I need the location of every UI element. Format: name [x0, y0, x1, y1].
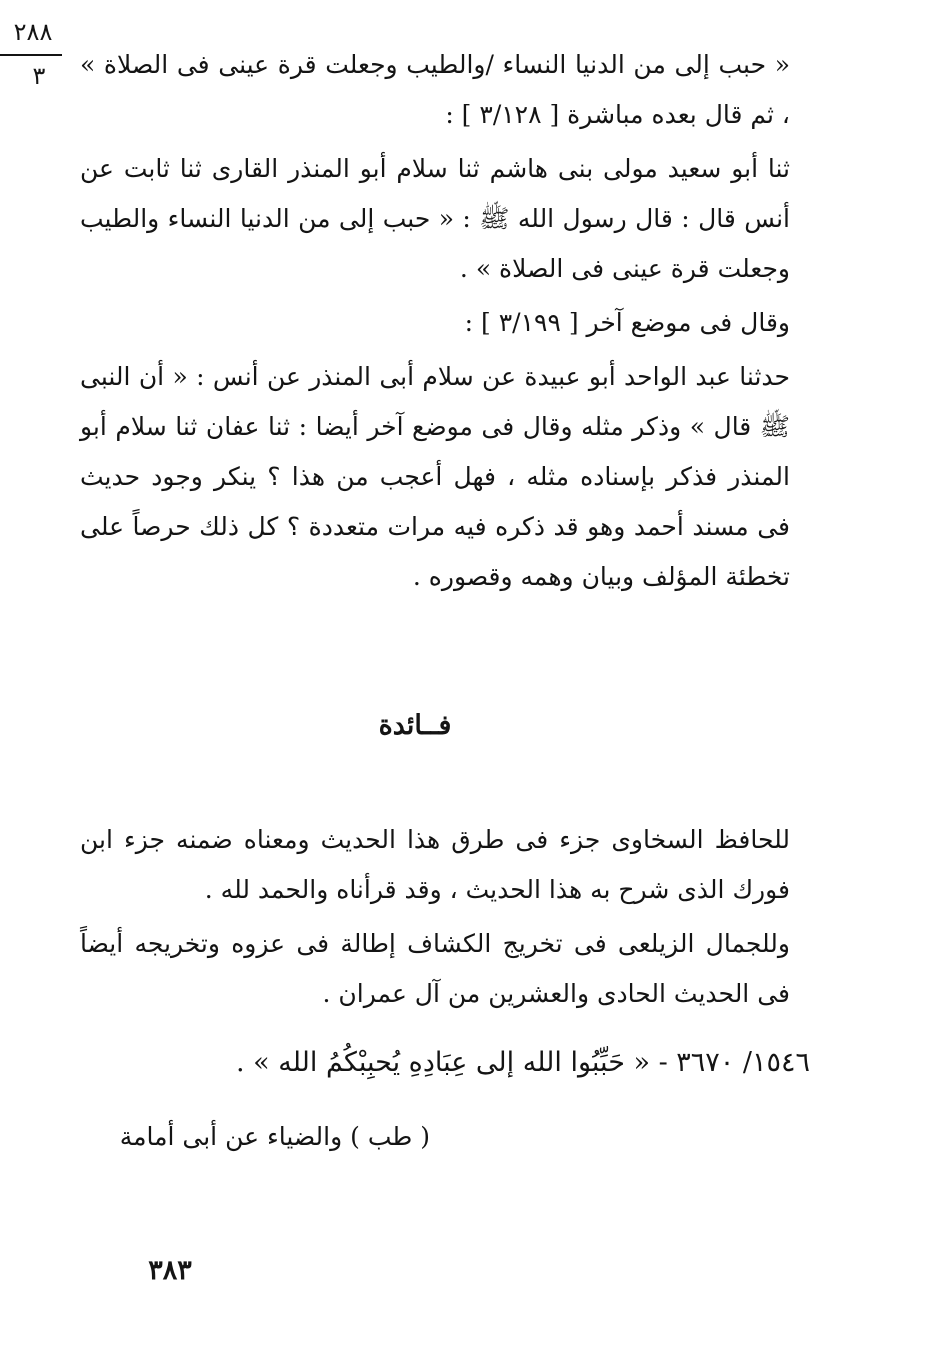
hadith-source: ( طب ) والضياء عن أبى أمامة	[119, 1122, 430, 1151]
fraction-divider	[0, 54, 62, 56]
discussion-section	[80, 40, 790, 602]
paragraph-2: ثنا أبو سعيد مولى بنى هاشم ثنا سلام أبو المنذر القارى ثنا ثابت عن أنس قال : قال رسول الله ﷺ : « حبب إلى من الدنيا النساء والطيب وجعلت قرة عينى فى الصلاة » .	[80, 154, 790, 283]
benefit-section	[80, 815, 790, 1019]
section-heading: فــائدة	[378, 710, 452, 741]
paragraph-4: حدثنا عبد الواحد أبو عبيدة عن سلام أبى المنذر عن أنس : « أن النبى ﷺ قال » وذكر مثله وقال فى موضع آخر أيضا : ثنا عفان ثنا سلام أبو المنذر فذكر بإسناده مثله ، فهل أعجب من هذا ؟ ينكر وجود حديث فى مسند أحمد وهو قد ذكره فيه مرات متعددة ؟ كل ذلك حرصاً على تخطئة المؤلف وبيان وهمه وقصوره .	[80, 362, 790, 591]
hadith-reference-marker	[0, 18, 62, 90]
page-number: ٣٨٣	[148, 1255, 192, 1286]
hadith-entry: ١٥٤٦/ ٣٦٧٠ - « حَبِّبُوا الله إلى عِبَادِهِ يُحبِبْكُمُ الله » .	[235, 1047, 810, 1078]
reference-number: ٢٨٨	[13, 18, 53, 46]
benefit-paragraph-1: للحافظ السخاوى جزء فى طرق هذا الحديث ومعناه ضمنه جزء ابن فورك الذى شرح به هذا الحديث ، وقد قرأناه والحمد لله .	[80, 825, 790, 904]
benefit-paragraph-2: وللجمال الزيلعى فى تخريج الكشاف إطالة فى عزوه وتخريجه أيضاً فى الحديث الحادى والعشرين من آل عمران .	[80, 929, 790, 1008]
paragraph-3: وقال فى موضع آخر [ ٣/١٩٩ ] :	[464, 308, 790, 337]
reference-volume: ٣	[32, 62, 46, 90]
paragraph-1: « حبب إلى من الدنيا النساء /والطيب وجعلت قرة عينى فى الصلاة » ، ثم قال بعده مباشرة [ ٣/١٢٨ ] :	[80, 50, 790, 129]
